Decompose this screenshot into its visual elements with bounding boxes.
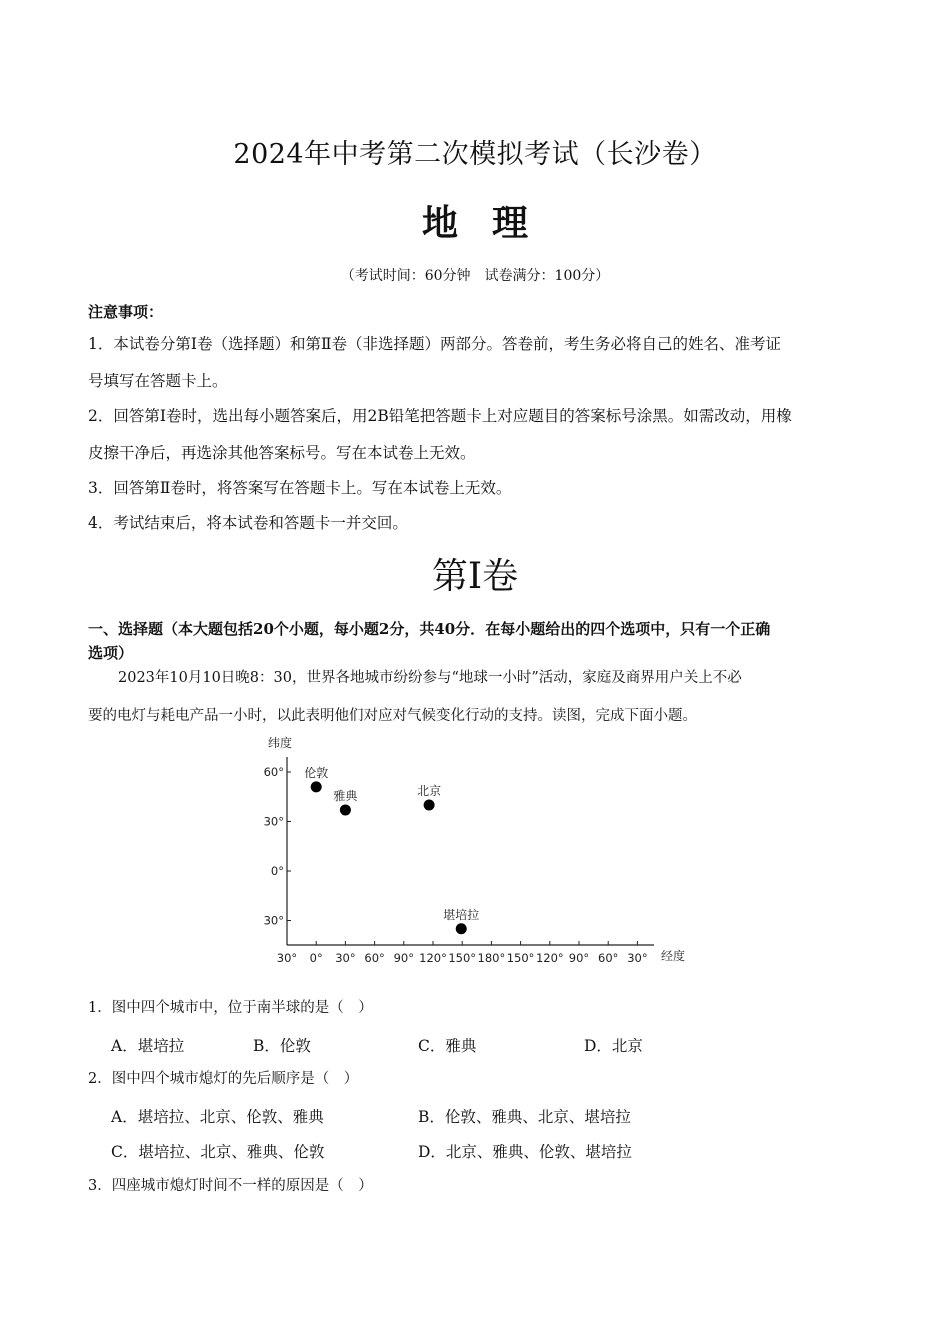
x-axis-label: 经度 — [661, 949, 686, 963]
y-tick-label: 30° — [263, 814, 284, 829]
y-axis-label: 纬度 — [268, 736, 293, 750]
section-heading-cont: 选项） — [88, 644, 134, 662]
y-tick-label: 0° — [270, 864, 284, 878]
q1-option-d[interactable]: D．北京 — [584, 1037, 643, 1055]
notice-line-2: 2．回答第Ⅰ卷时，选出每小题答案后，用2B铅笔把答题卡上对应题目的答案标号涂黑。如需改动，用橡 — [88, 407, 792, 425]
city-label: 伦敦 — [304, 765, 329, 780]
volume-title: 第Ⅰ卷 — [431, 556, 519, 597]
notice-line-1: 1．本试卷分第Ⅰ卷（选择题）和第Ⅱ卷（非选择题）两部分。答卷前，考生务必将自己的姓名、准考证 — [88, 335, 782, 353]
city-point — [424, 800, 435, 811]
q2-option-a[interactable]: A．堪培拉、北京、伦敦、雅典 — [111, 1108, 324, 1126]
city-label: 堪培拉 — [443, 907, 480, 922]
passage-line-1: 2023年10月10日晚8：30，世界各地城市纷纷参与“地球一小时”活动，家庭及商界用户关上不必 — [118, 670, 742, 686]
city-point — [311, 781, 322, 792]
x-tick-label: 30° — [627, 951, 648, 965]
notice-line-2b: 皮擦干净后，再选涂其他答案标号。写在本试卷上无效。 — [88, 444, 476, 462]
q1-option-a[interactable]: A．堪培拉 — [111, 1037, 185, 1055]
y-tick-label: 60° — [263, 765, 284, 779]
notice-line-1b: 号填写在答题卡上。 — [88, 372, 228, 390]
section-heading: 一、选择题（本大题包括20个小题，每小题2分，共40分．在每小题给出的四个选项中，只有一个正确 — [88, 620, 771, 638]
city-label: 雅典 — [333, 788, 358, 803]
x-tick-label: 90° — [393, 951, 414, 965]
q1-option-b[interactable]: B．伦敦 — [253, 1037, 311, 1055]
x-tick-label: 120° — [535, 951, 564, 965]
passage-line-2: 要的电灯与耗电产品一小时，以此表明他们对应对气候变化行动的支持。读图，完成下面小题。 — [88, 708, 697, 724]
x-tick-label: 150° — [506, 951, 535, 965]
y-tick-label: 30° — [263, 913, 284, 928]
x-tick-label: 120° — [419, 951, 447, 965]
chart-layer — [264, 735, 685, 965]
notice-line-4: 4．考试结束后，将本试卷和答题卡一并交回。 — [88, 514, 408, 532]
x-tick-label: 30° — [276, 951, 298, 965]
notice-heading: 注意事项： — [88, 303, 164, 321]
q2-option-c[interactable]: C．堪培拉、北京、雅典、伦敦 — [111, 1143, 325, 1161]
question-2-stem: 2．图中四个城市熄灯的先后顺序是（ ） — [88, 1071, 359, 1087]
notice-line-3: 3．回答第Ⅱ卷时，将答案写在答题卡上。写在本试卷上无效。 — [88, 479, 512, 497]
city-point — [340, 804, 351, 815]
question-3-stem: 3．四座城市熄灯时间不一样的原因是（ ） — [88, 1178, 373, 1194]
x-tick-label: 60° — [364, 951, 385, 965]
q2-option-b[interactable]: B．伦敦、雅典、北京、堪培拉 — [418, 1108, 631, 1126]
city-point — [456, 923, 467, 934]
x-tick-label: 0° — [309, 951, 323, 965]
paper-title: 2024年中考第二次模拟考试（长沙卷） — [233, 139, 717, 170]
x-tick-label: 150° — [448, 951, 477, 965]
x-tick-label: 90° — [568, 951, 590, 965]
subject-title: 地理 — [421, 202, 562, 244]
city-label: 北京 — [417, 784, 442, 798]
q1-option-c[interactable]: C．雅典 — [418, 1037, 477, 1055]
q2-option-d[interactable]: D．北京、雅典、伦敦、堪培拉 — [418, 1143, 632, 1161]
x-tick-label: 30° — [335, 951, 356, 965]
x-tick-label: 180° — [477, 951, 506, 965]
exam-info: （考试时间：60分钟 试卷满分：100分） — [340, 268, 610, 284]
x-tick-label: 60° — [598, 951, 619, 965]
question-1-stem: 1．图中四个城市中，位于南半球的是（ ） — [88, 1000, 373, 1016]
